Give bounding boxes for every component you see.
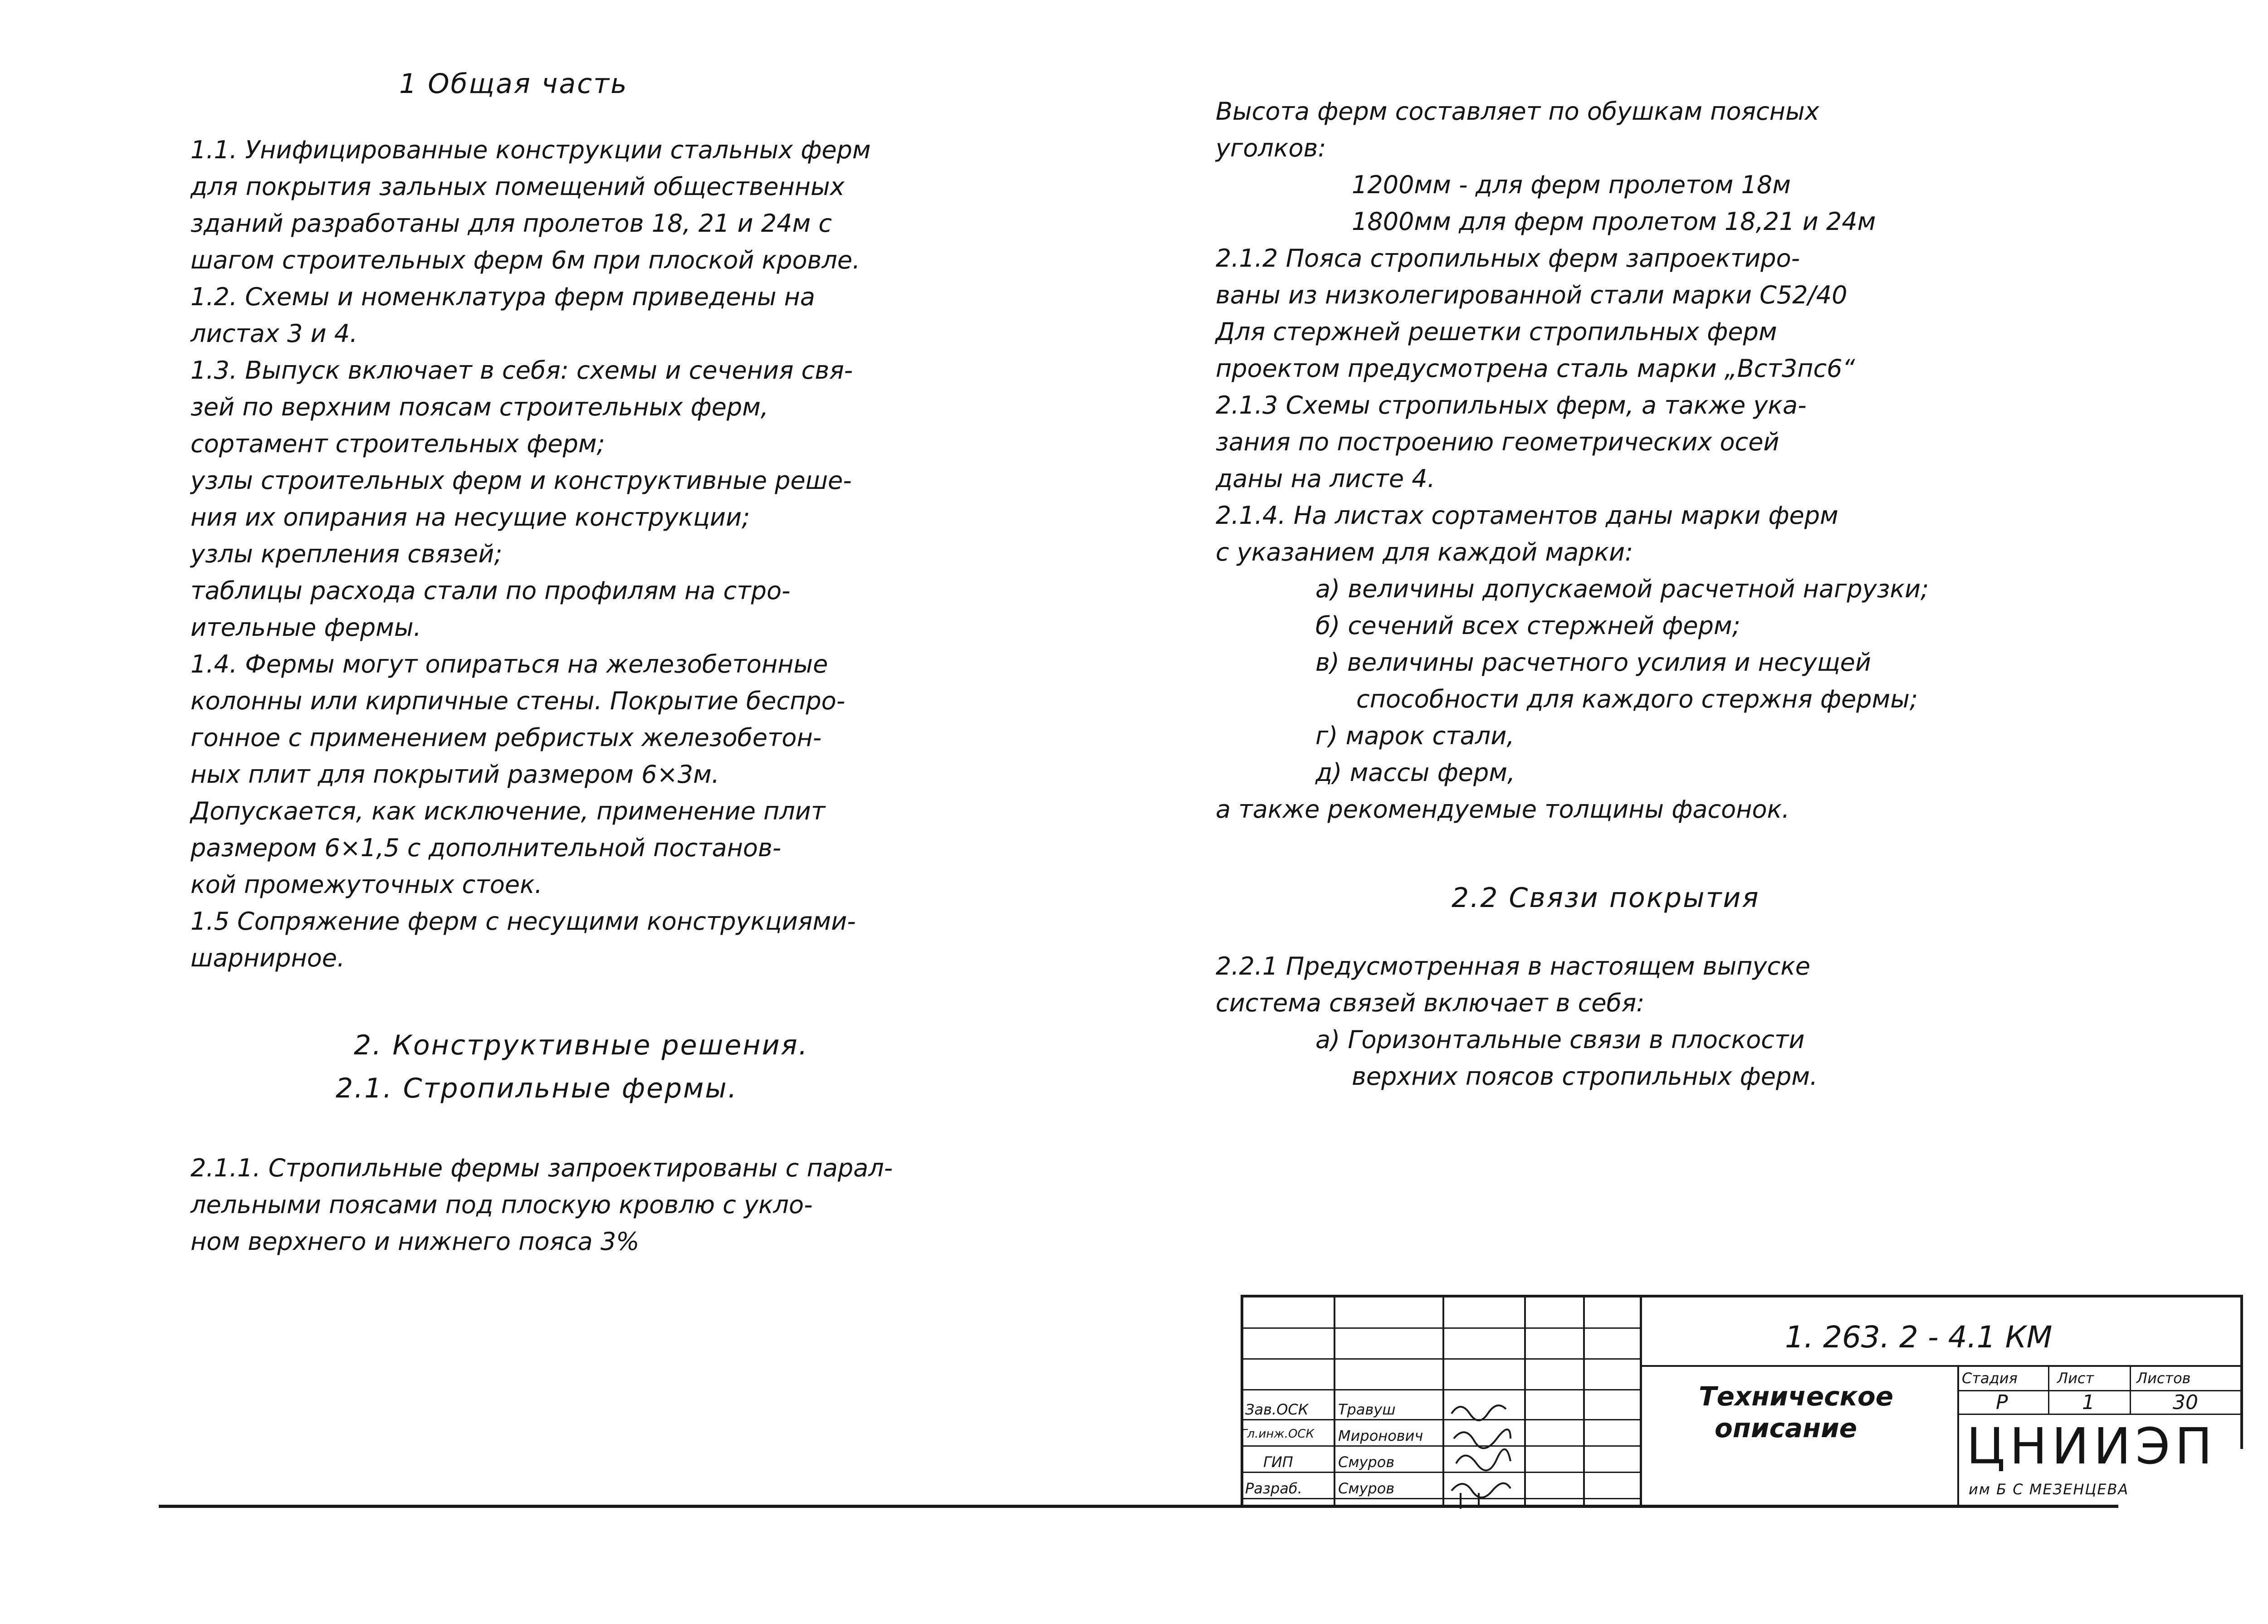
list-item: верхних поясов стропильных ферм.: [1352, 1062, 1818, 1091]
signature-role: Зав.ОСК: [1245, 1401, 1309, 1418]
list-item: способности для каждого стержня фермы;: [1356, 685, 1918, 713]
text-line: даны на листе 4.: [1216, 464, 1435, 493]
paragraph-1-4: [191, 646, 845, 903]
signature-name: Смуров: [1338, 1453, 1395, 1471]
text-line: шагом строительных ферм 6м при плоской кровле.: [191, 246, 860, 274]
text-line: ных плит для покрытий размером 6×3м.: [191, 760, 719, 789]
paragraph-1-2: [191, 278, 815, 352]
text-line: листах 3 и 4.: [191, 319, 358, 348]
text-line: с указанием для каждой марки:: [1216, 538, 1633, 566]
section-heading-design: 2. Конструктивные решения.: [354, 1029, 809, 1061]
paragraph-closing: а также рекомендуемые толщины фасонок.: [1216, 795, 1790, 824]
text-line: 1.4. Фермы могут опираться на железобетонные: [191, 650, 828, 678]
stage-value: Р: [1996, 1391, 2008, 1414]
text-line: ительные фермы.: [191, 613, 421, 642]
sheet-value: 1: [2082, 1391, 2095, 1414]
text-line: узлы строительных ферм и конструктивные реше-: [191, 466, 852, 495]
organization-name: ЦНИИЭП: [1966, 1417, 2217, 1475]
signature-role: Гл.инж.ОСК: [1241, 1427, 1315, 1441]
signature-name: Миронович: [1338, 1427, 1423, 1444]
paragraph-2-1-1: [191, 1150, 893, 1260]
sheet-header: Лист: [2057, 1370, 2094, 1387]
text-line: ном верхнего и нижнего пояса 3%: [191, 1227, 640, 1256]
paragraph-1-5: [191, 903, 856, 976]
list-item: а) величины допускаемой расчетной нагрузки;: [1315, 575, 1929, 603]
text-line: шарнирное.: [191, 944, 345, 972]
paragraph-height-items: [1352, 166, 1876, 240]
signature-role: ГИП: [1263, 1453, 1293, 1471]
text-line: зданий разработаны для пролетов 18, 21 и 24м с: [191, 209, 832, 238]
text-line: 1200мм - для ферм пролетом 18м: [1352, 171, 1791, 199]
text-line: гонное с применением ребристых железобетон-: [191, 723, 822, 752]
text-line: узлы крепления связей;: [191, 540, 503, 568]
stage-header: Стадия: [1962, 1370, 2018, 1387]
text-line: 2.2.1 Предусмотренная в настоящем выпуске: [1216, 952, 1811, 980]
signature-name: Смуров: [1338, 1480, 1395, 1497]
list-item: в) величины расчетного усилия и несущей: [1315, 648, 1871, 677]
document-title: описание: [1715, 1413, 1857, 1444]
document-title: Техническое: [1699, 1381, 1894, 1412]
paragraph-2-2-1-items: [1315, 1021, 1818, 1095]
title-block: [1241, 1295, 2243, 1508]
text-line: зей по верхним поясам строительных ферм,: [191, 393, 769, 421]
list-item: б) сечений всех стержней ферм;: [1315, 611, 1740, 640]
paragraph-2-1-2: [1216, 240, 1855, 387]
text-line: сортамент строительных ферм;: [191, 429, 605, 458]
document-code: 1. 263. 2 - 4.1 КМ: [1785, 1320, 2053, 1355]
paragraph-2-1-3: [1216, 387, 1807, 497]
text-line: ваны из низколегированной стали марки С52/40: [1216, 281, 1848, 309]
text-line: система связей включает в себя:: [1216, 989, 1645, 1017]
mark-list: [1315, 571, 1929, 791]
text-line: уголков:: [1216, 134, 1326, 162]
text-line: 2.1.1. Стропильные фермы запроектированы с парал-: [191, 1154, 893, 1182]
sheets-header: Листов: [2136, 1370, 2191, 1387]
signature-role: Разраб.: [1245, 1480, 1302, 1497]
text-line: ния их опирания на несущие конструкции;: [191, 503, 750, 532]
signature-marks: [1447, 1395, 1524, 1509]
text-line: Допускается, как исключение, применение плит: [191, 797, 826, 825]
text-line: Для стержней решетки стропильных ферм: [1216, 317, 1777, 346]
text-line: зания по построению геометрических осей: [1216, 428, 1779, 456]
text-line: размером 6×1,5 с дополнительной постанов-: [191, 834, 782, 862]
paragraph-2-1-4: [1216, 497, 1838, 571]
paragraph-1-3: [191, 352, 853, 646]
text-line: 1.5 Сопряжение ферм с несущими конструкциями-: [191, 907, 856, 936]
text-line: кой промежуточных стоек.: [191, 870, 543, 899]
text-line: таблицы расхода стали по профилям на стро-: [191, 576, 791, 605]
list-item: а) Горизонтальные связи в плоскости: [1315, 1025, 1805, 1054]
list-item: д) массы ферм,: [1315, 758, 1515, 787]
paragraph-1-1: [191, 132, 871, 278]
text-line: колонны или кирпичные стены. Покрытие беспро-: [191, 687, 846, 715]
signature-name: Травуш: [1338, 1401, 1396, 1418]
section-heading-general: 1 Общая часть: [399, 68, 628, 100]
text-line: 2.1.2 Пояса стропильных ферм запроектиро-: [1216, 244, 1800, 273]
text-line: Высота ферм составляет по обушкам поясных: [1216, 97, 1819, 126]
text-line: 1800мм для ферм пролетом 18,21 и 24м: [1352, 207, 1876, 236]
subsection-heading-bracing: 2.2 Связи покрытия: [1452, 882, 1760, 914]
paragraph-height: [1216, 93, 1819, 166]
text-line: проектом предусмотрена сталь марки „Вст3пс6“: [1216, 354, 1855, 383]
text-line: 1.1. Унифицированные конструкции стальных ферм: [191, 136, 871, 164]
list-item: г) марок стали,: [1315, 722, 1515, 750]
sheets-value: 30: [2173, 1391, 2198, 1414]
paragraph-2-2-1: [1216, 948, 1810, 1021]
organization-subtitle: им Б С МЕЗЕНЦЕВА: [1969, 1481, 2129, 1498]
text-line: лельными поясами под плоскую кровлю с укло-: [191, 1190, 813, 1219]
text-line: 2.1.3 Схемы стропильных ферм, а также ука-: [1216, 391, 1807, 419]
text-line: 2.1.4. На листах сортаментов даны марки ферм: [1216, 501, 1838, 530]
subsection-heading-trusses: 2.1. Стропильные фермы.: [336, 1073, 738, 1104]
text-line: 1.2. Схемы и номенклатура ферм приведены на: [191, 283, 816, 311]
text-line: 1.3. Выпуск включает в себя: схемы и сечения свя-: [191, 356, 853, 385]
text-line: для покрытия зальных помещений общественных: [191, 172, 845, 201]
